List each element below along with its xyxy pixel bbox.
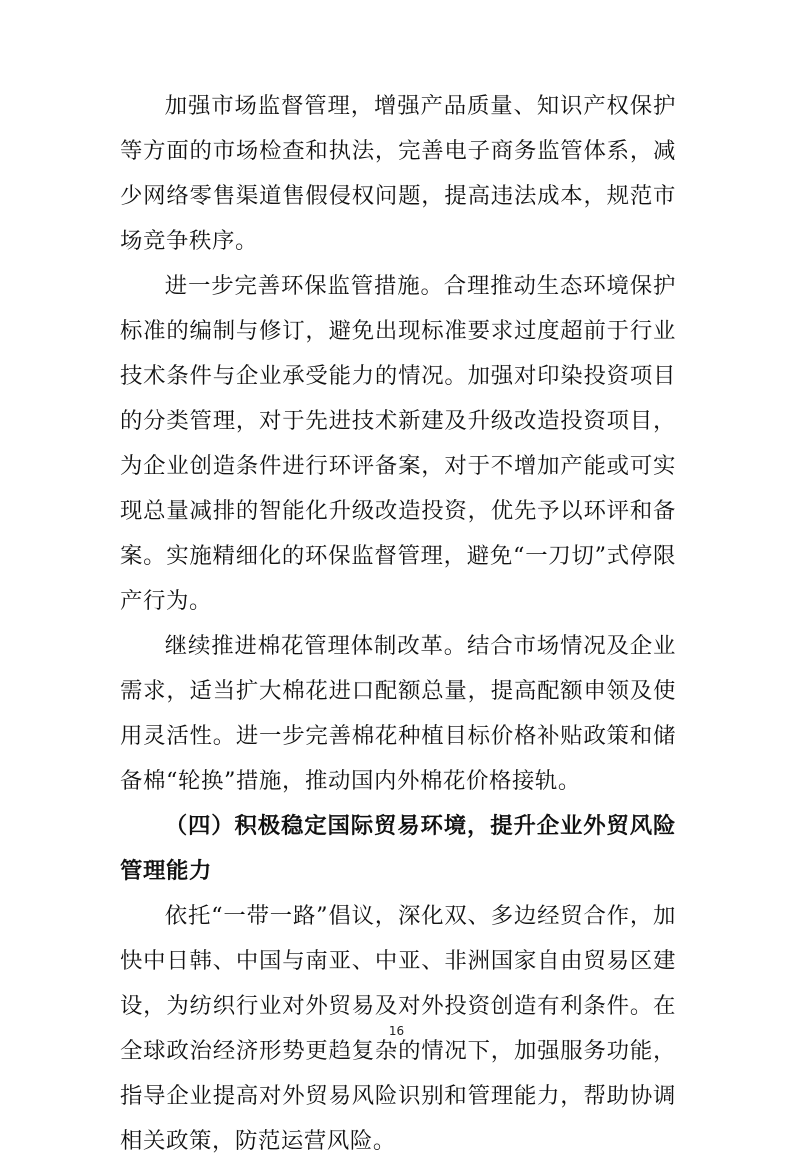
page-number: 16 — [388, 1024, 405, 1038]
paragraph-cotton-management: 继续推进棉花管理体制改革。结合市场情况及企业需求，适当扩大棉花进口配额总量，提高配额申领及使用灵活性。进一步完善棉花种植目标价格补贴政策和储备棉“轮换”措施，推动国内外棉花价格接轨。 — [120, 633, 676, 794]
document-body — [120, 84, 676, 1164]
paragraph-environmental-supervision: 进一步完善环保监管措施。合理推动生态环境保护标准的编制与修订，避免出现标准要求过度超前于行业技术条件与企业承受能力的情况。加强对印染投资项目的分类管理，对于先进技术新建及升级改造投资项目，为企业创造条件进行环评备案，对于不增加产能或可实现总量减排的智能化升级改造投资，优先予以环评和备案。实施精细化的环保监督管理，避免“一刀切”式停限产行为。 — [120, 273, 676, 614]
paragraph-market-supervision: 加强市场监督管理，增强产品质量、知识产权保护等方面的市场检查和执法，完善电子商务监管体系，减少网络零售渠道售假侵权问题，提高违法成本，规范市场竞争秩序。 — [120, 93, 676, 254]
section-heading: （四）积极稳定国际贸易环境，提升企业外贸风险管理能力 — [120, 813, 676, 884]
paragraph-trade-environment: 依托“一带一路”倡议，深化双、多边经贸合作，加快中日韩、中国与南亚、中亚、非洲国家自由贸易区建设，为纺织行业对外贸易及对外投资创造有利条件。在全球政治经济形势更趋复杂的情况下，加强服务功能，指导企业提高对外贸易风险识别和管理能力，帮助协调相关政策，防范运营风险。 — [120, 903, 676, 1154]
